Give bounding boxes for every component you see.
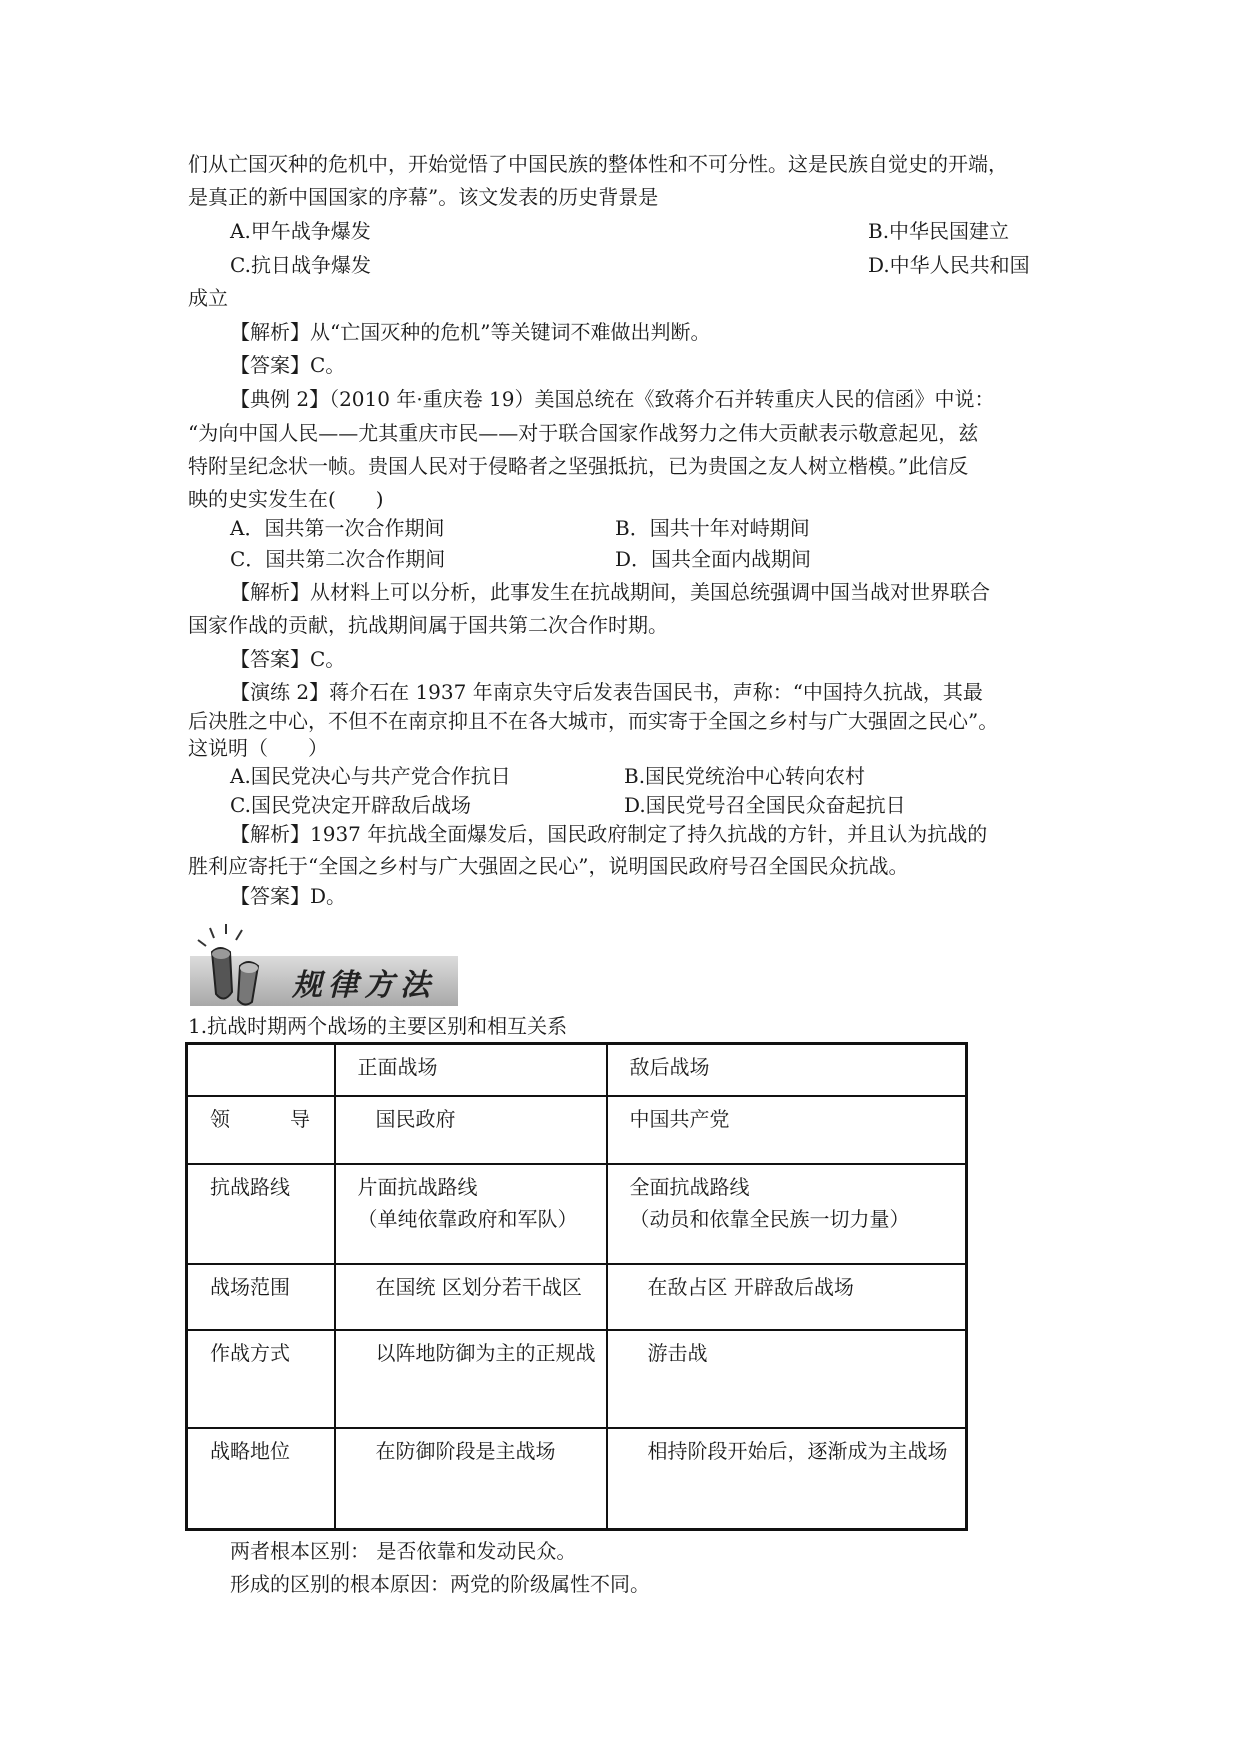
table-cell: 片面抗战路线 （单纯依靠政府和军队）	[335, 1164, 607, 1264]
row-label: 抗战路线	[187, 1164, 335, 1264]
text-line: 成立	[188, 286, 228, 310]
text-line: 国家作战的贡献，抗战期间属于国共第二次合作时期。	[188, 613, 668, 637]
section-banner	[190, 922, 460, 1008]
table-cell: 游击战	[607, 1330, 967, 1428]
option-d: D．国共全面内战期间	[615, 547, 812, 571]
text-line: 这说明（ ）	[188, 736, 328, 760]
table-row	[187, 1264, 967, 1330]
table-row	[187, 1096, 967, 1164]
text-line: 特附呈纪念状一帧。贵国人民对于侵略者之坚强抵抗，已为贵国之友人树立楷模。”此信反	[188, 454, 969, 478]
analysis-text: 【解析】从“亡国灭种的危机”等关键词不难做出判断。	[230, 320, 711, 344]
summary-text: 两者根本区别： 是否依靠和发动民众。	[230, 1539, 577, 1563]
table-caption: 1.抗战时期两个战场的主要区别和相互关系	[188, 1014, 568, 1038]
option-a: A.甲午战争爆发	[230, 219, 371, 243]
option-c: C．国共第二次合作期间	[230, 547, 446, 571]
option-b: B.国民党统治中心转向农村	[624, 764, 866, 788]
comparison-table	[185, 1042, 968, 1531]
text-line: 是真正的新中国国家的序幕”。该文发表的历史背景是	[188, 185, 659, 209]
text-line: “为向中国人民——尤其重庆市民——对于联合国家作战努力之伟大贡献表示敬意起见，兹	[188, 421, 979, 445]
table-row	[187, 1428, 967, 1530]
table-cell: 在敌占区 开辟敌后战场	[607, 1264, 967, 1330]
option-d: D.中华人民共和国	[868, 253, 1030, 277]
table-header-row	[187, 1044, 967, 1096]
answer-text: 【答案】C。	[230, 353, 346, 377]
example-heading: 【典例 2】（2010 年·重庆卷 19）美国总统在《致蒋介石并转重庆人民的信函》中说：	[230, 387, 995, 411]
text-line: 胜利应寄托于“全国之乡村与广大强固之民心”，说明国民政府号召全国民众抗战。	[188, 854, 909, 878]
row-label: 作战方式	[187, 1330, 335, 1428]
pen-icon	[190, 922, 290, 1008]
table-cell: 以阵地防御为主的正规战	[335, 1330, 607, 1428]
analysis-text: 【解析】1937 年抗战全面爆发后，国民政府制定了持久抗战的方针，并且认为抗战的	[230, 822, 988, 846]
section-title: 规律方法	[292, 968, 436, 1003]
option-d: D.国民党号召全国民众奋起抗日	[624, 793, 906, 817]
option-c: C.国民党决定开辟敌后战场	[230, 793, 471, 817]
text-line: 映的史实发生在( )	[188, 487, 384, 511]
option-b: B．国共十年对峙期间	[615, 516, 810, 540]
option-a: A．国共第一次合作期间	[230, 516, 445, 540]
option-b: B.中华民国建立	[868, 219, 1010, 243]
table-row	[187, 1164, 967, 1264]
option-a: A.国民党决心与共产党合作抗日	[230, 764, 511, 788]
row-label: 战场范围	[187, 1264, 335, 1330]
table-header-cell	[187, 1044, 335, 1096]
table-cell: 相持阶段开始后，逐渐成为主战场	[607, 1428, 967, 1530]
row-label: 领 导	[187, 1096, 335, 1164]
option-c: C.抗日战争爆发	[230, 253, 371, 277]
row-label: 战略地位	[187, 1428, 335, 1530]
practice-heading: 【演练 2】蒋介石在 1937 年南京失守后发表告国民书，声称：“中国持久抗战，其最	[230, 680, 983, 704]
analysis-text: 【解析】从材料上可以分析，此事发生在抗战期间，美国总统强调中国当战对世界联合	[230, 580, 990, 604]
table-cell: 在防御阶段是主战场	[335, 1428, 607, 1530]
table-cell: 中国共产党	[607, 1096, 967, 1164]
table-row	[187, 1330, 967, 1428]
table-header-cell: 敌后战场	[607, 1044, 967, 1096]
table-cell: 全面抗战路线 （动员和依靠全民族一切力量）	[607, 1164, 967, 1264]
table-cell: 在国统 区划分若干战区	[335, 1264, 607, 1330]
text-line: 们从亡国灭种的危机中，开始觉悟了中国民族的整体性和不可分性。这是民族自觉史的开端，	[188, 152, 1008, 176]
text-line: 后决胜之中心，不但不在南京抑且不在各大城市，而实寄于全国之乡村与广大强固之民心”。	[188, 709, 999, 733]
answer-text: 【答案】C。	[230, 647, 346, 671]
answer-text: 【答案】D。	[230, 884, 347, 908]
table-cell: 国民政府	[335, 1096, 607, 1164]
summary-text: 形成的区别的根本原因：两党的阶级属性不同。	[230, 1572, 650, 1596]
table-header-cell: 正面战场	[335, 1044, 607, 1096]
